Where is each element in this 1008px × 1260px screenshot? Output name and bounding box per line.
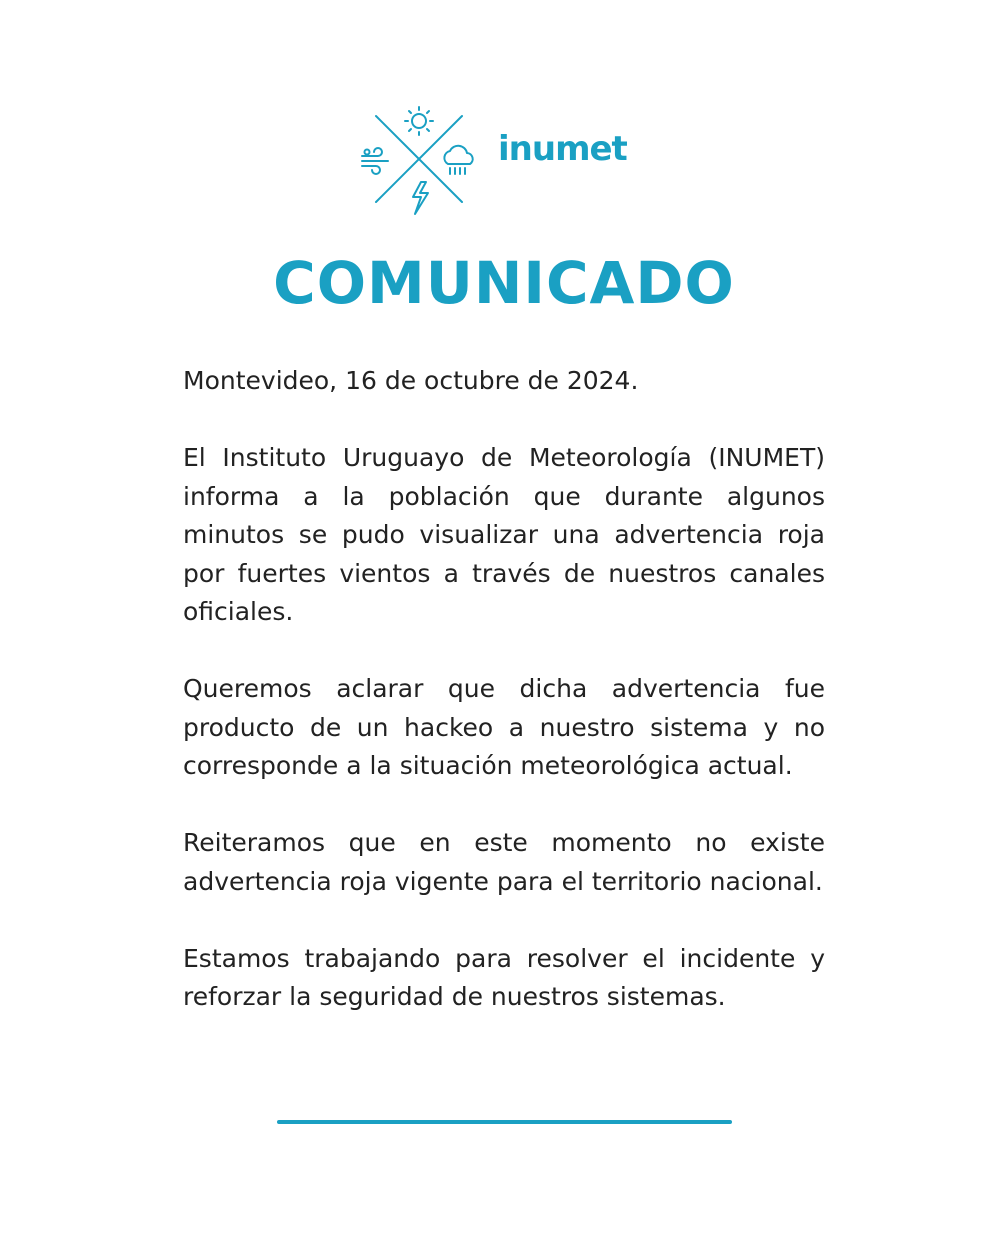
paragraph-working: Estamos trabajando para resolver el incidente y reforzar la seguridad de nuestros sistemas. — [183, 943, 825, 1011]
paragraph-announcement: El Instituto Uruguayo de Meteorología (INUMET) informa a la población que durante algunos minutos se pudo visualizar una advertencia roja por fuertes vientos a través de nuestros canales oficiales. — [183, 443, 825, 626]
sun-icon — [405, 107, 433, 135]
paragraph-clarification: Queremos aclarar que dicha advertencia fue producto de un hackeo a nuestro sistema y no corresponde a la situación meteorológica actual. — [183, 674, 825, 780]
wind-icon — [362, 148, 388, 174]
page-title: COMUNICADO — [273, 249, 735, 317]
communique-body — [183, 362, 825, 1055]
brand-name: inumet — [498, 129, 627, 169]
inumet-logo — [358, 98, 627, 222]
date-line: Montevideo, 16 de octubre de 2024. — [183, 366, 639, 395]
cloud-rain-icon — [444, 146, 472, 174]
lightning-icon — [413, 182, 428, 214]
footer-divider — [277, 1120, 732, 1124]
paragraph-no-warning: Reiteramos que en este momento no existe advertencia roja vigente para el territorio nacional. — [183, 828, 825, 896]
weather-cross-icon — [358, 98, 488, 222]
